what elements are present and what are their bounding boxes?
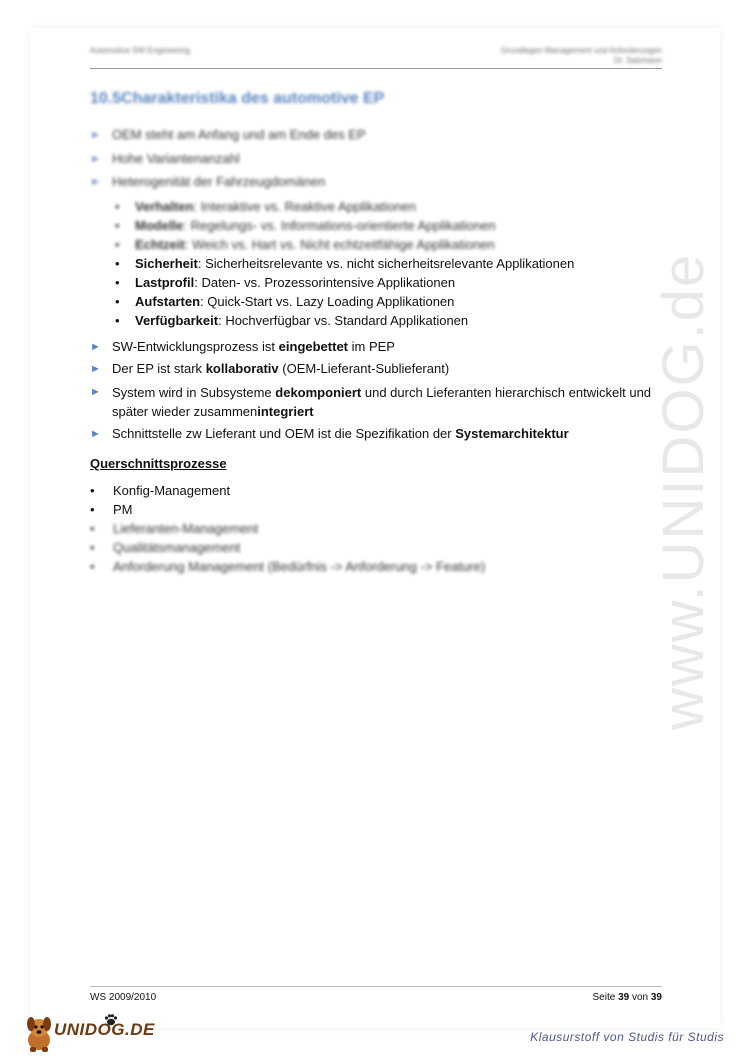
- domain-term: Lastprofil: [135, 275, 195, 290]
- bullet-dot-icon: •: [115, 275, 120, 290]
- arrow-bullet-icon: ►: [90, 341, 101, 353]
- arrow-bullet-icon: ►: [90, 176, 101, 188]
- header-right-line2: Dr. Salzmann: [613, 56, 662, 65]
- bullet-dot-icon: •: [90, 559, 95, 574]
- process-text: Anforderung Management (Bedürfnis -> Anforderung -> Feature): [113, 559, 486, 574]
- arrow-bullet-icon: ►: [90, 363, 101, 375]
- bullet-dot-icon: •: [90, 521, 95, 536]
- domain-term: Sicherheit: [135, 256, 198, 271]
- watermark: www.UNIDOG.de: [651, 252, 716, 730]
- arrow-bullet-icon: ►: [90, 428, 101, 440]
- tagline: Klausurstoff von Studis für Studis: [530, 1030, 724, 1044]
- process-text: Konfig-Management: [113, 483, 231, 498]
- footer-divider: [90, 986, 662, 987]
- bullet-dot-icon: •: [115, 313, 120, 328]
- bullet-dot-icon: •: [90, 502, 95, 517]
- domain-desc: : Quick-Start vs. Lazy Loading Applikationen: [200, 294, 455, 309]
- dog-mascot-icon: [22, 1014, 56, 1054]
- domain-desc: : Daten- vs. Prozessorintensive Applikationen: [194, 275, 456, 290]
- process-text: Lieferanten-Management: [113, 521, 259, 536]
- page-footer: [90, 992, 662, 1003]
- domain-desc: : Interaktive vs. Reaktive Applikationen: [193, 199, 417, 214]
- process-text: Qualitätsmanagement: [113, 540, 241, 555]
- list-item-text: Hohe Variantenanzahl: [112, 151, 240, 166]
- page-number: Seite 39 von 39: [592, 992, 662, 1003]
- arrow-bullet-icon: ►: [90, 153, 101, 165]
- header-left: Automotive SW Engineering: [90, 46, 191, 55]
- domain-desc: : Regelungs- vs. Informations-orientierte Applikationen: [183, 218, 496, 233]
- process-text: PM: [113, 502, 133, 517]
- section-heading: Querschnittsprozesse: [90, 456, 227, 471]
- domain-term: Verfügbarkeit: [135, 313, 219, 328]
- domain-term: Modelle: [135, 218, 184, 233]
- unidog-logo[interactable]: [22, 1014, 162, 1054]
- bullet-dot-icon: •: [115, 199, 120, 214]
- header-divider: [90, 68, 662, 69]
- list-item-text: SW-Entwicklungsprozess ist eingebettet im PEP: [112, 339, 395, 354]
- bullet-dot-icon: •: [115, 294, 120, 309]
- domain-term: Aufstarten: [135, 294, 201, 309]
- arrow-bullet-icon: ►: [90, 129, 101, 141]
- semester-label: WS 2009/2010: [90, 992, 157, 1003]
- list-item-text: Der EP ist stark kollaborativ (OEM-Lieferant-Sublieferant): [112, 361, 450, 376]
- bullet-dot-icon: •: [90, 483, 95, 498]
- header-right: [501, 46, 662, 66]
- header-right-line1: Grundlagen Management und Anforderungen: [500, 46, 662, 55]
- domain-term: Verhalten: [135, 199, 194, 214]
- logo-text: UNIDOG.DE: [54, 1020, 155, 1039]
- bullet-dot-icon: •: [90, 540, 95, 555]
- bullet-dot-icon: •: [115, 237, 120, 252]
- domain-term: Echtzeit: [135, 237, 185, 252]
- bullet-dot-icon: •: [115, 256, 120, 271]
- domain-desc: : Weich vs. Hart vs. Nicht echtzeitfähige Applikationen: [184, 237, 495, 252]
- domain-desc: : Sicherheitsrelevante vs. nicht sicherheitsrelevante Applikationen: [197, 256, 575, 271]
- domain-desc: : Hochverfügbar vs. Standard Applikationen: [218, 313, 469, 328]
- list-item-text: System wird in Subsysteme dekomponiert und durch Lieferanten hierarchisch entwickelt und später wieder zusammenintegriert: [112, 385, 652, 419]
- list-item-text: Schnittstelle zw Lieferant und OEM ist die Spezifikation der Systemarchitektur: [112, 426, 569, 441]
- list-item-text: OEM steht am Anfang und am Ende des EP: [112, 127, 366, 142]
- page-title: 10.5Charakteristika des automotive EP: [90, 90, 385, 107]
- bullet-dot-icon: •: [115, 218, 120, 233]
- arrow-bullet-icon: ►: [90, 386, 101, 398]
- list-item-text: Heterogenität der Fahrzeugdomänen: [112, 174, 326, 189]
